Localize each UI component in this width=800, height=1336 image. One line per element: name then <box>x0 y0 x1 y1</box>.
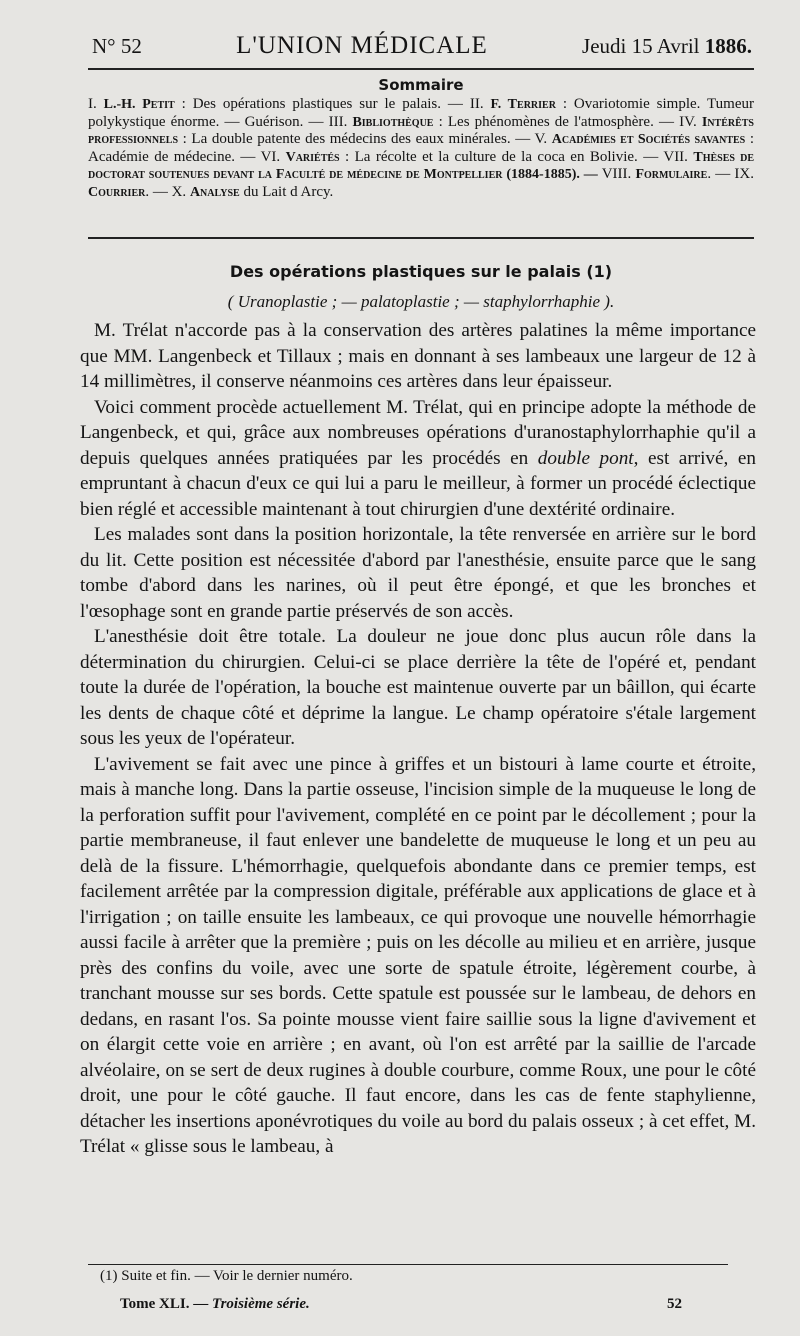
issue-date: Jeudi 15 Avril 1886. <box>582 34 752 58</box>
page-number: 52 <box>667 1296 682 1312</box>
sommaire-rule <box>88 237 754 239</box>
article-subtitle: ( Uranoplastie ; — palatoplastie ; — staphylorrhaphie ). <box>227 292 615 311</box>
footnote: (1) Suite et fin. — Voir le dernier numéro. <box>100 1268 353 1284</box>
paragraph-1: M. Trélat n'accorde pas à la conservation des artères palatines la même importance que MM. Langenbeck et Tillaux ; mais en donnant à ses lambeaux une largeur de 12 à 14 millimètres, il conserve néanmoins ces artères dans leur épaisseur. <box>80 320 756 392</box>
page-footer <box>120 1296 682 1313</box>
tome-label: Tome XLI. — Troisième série. <box>120 1296 310 1312</box>
paragraph-3: Les malades sont dans la position horizontale, la tête renversée en arrière sur le bord du lit. Cette position est nécessitée d'abord par l'anesthésie, ensuite parce que le sang tombe d'abord dans les narines, où il peut être épongé, et que les bronches et l'œsophage sont en grande partie préservés de son accès. <box>80 524 756 622</box>
sommaire-box <box>88 74 754 202</box>
issue-number: N° 52 <box>92 34 142 58</box>
paragraph-5: L'avivement se fait avec une pince à griffes et un bistouri à lame courte et étroite, mais à manche long. Dans la partie osseuse, l'incision simple de la muqueuse le long de la perforation suffit pour l'avivement, complété en ce point par le décollement ; pour la partie membraneuse, il faut enlever une bandelette de muqueuse le long et un peu au delà de la fissure. L'hémorrhagie, quelquefois abondante dans ce premier temps, est facilement arrêtée par la compression digitale, préférable aux applications de glace et à l'irrigation ; on taille ensuite les lambeaux, ce qui provoque une nouvelle hémorrhagie aussi facile à arrêter que la première ; puis on les décolle au milieu et en arrière, jusque près des confins du voile, avec une sorte de spatule étroite, légèrement courbe, à tranchant mousse sur ses bords. Cette spatule est poussée sur le lambeau, de dehors en dedans, en rasant l'os. Sa pointe mousse vient faire saillie sous la ligne d'avivement et on élargit cette voie en arrière ; en avant, où l'on est arrêté par la saillie de l'arcade alvéolaire, on se sert de deux rugines à double courbure, comme Roux, une pour le côté droit, une pour le côté gauche. Il faut encore, dans les cas de fente staphylienne, détacher les insertions aponévrotiques du voile au bord du palais osseux ; à cet effet, M. Trélat « glisse sous le lambeau, à <box>80 753 756 1157</box>
paragraph-4: L'anesthésie doit être totale. La douleur ne joue donc plus aucun rôle dans la détermination du chirurgien. Celui-ci se place derrière la tête de l'opéré et, pendant toute la durée de l'opération, la bouche est maintenue ouverte par un bâillon, qui écarte les dents de chaque côté et déprime la langue. Le champ opératoire s'étale largement sous les yeux de l'opérateur. <box>80 626 756 749</box>
paragraph-2: Voici comment procède actuellement M. Trélat, qui en principe adopte la méthode de Langenbeck, et qui, grâce aux nombreuses opérations d'uranostaphylorrhaphie qu'il a depuis quelques années pratiquées par les procédés en double pont, est arrivé, en empruntant à chacun d'eux ce qui lui a paru le meilleur, à former un procédé éclectique bien réglé et accessible maintenant à tout chirurgien d'une dextérité ordinaire. <box>80 396 756 520</box>
sommaire-text: I. L.-H. Petit : Des opérations plastiques sur le palais. — II. F. Terrier : Ovariotomie simple. Tumeur polykystique énorme. — Guérison. — III. Bibliothèque : Les phénomènes de l'atmosphère. — IV. Intérêts professionnels : La double patente des médecins des eaux minérales. — V. Académies et Sociétés savantes : Académie de médecine. — VI. Variétés : La récolte et la culture de la coca en Bolivie. — VII. Thèses de doctorat soutenues devant la Faculté de médecine de Montpellier (1884-1885). — VIII. Formulaire. — IX. Courrier. — X. Analyse du Lait d Arcy. <box>88 96 755 200</box>
article-body <box>80 318 756 1160</box>
page-header <box>92 32 752 68</box>
journal-title: L'UNION MÉDICALE <box>236 32 488 59</box>
footnote-rule <box>88 1264 728 1265</box>
header-rule <box>88 68 754 70</box>
article-title: Des opérations plastiques sur le palais (1) <box>229 262 613 281</box>
sommaire-heading: Sommaire <box>378 76 464 94</box>
